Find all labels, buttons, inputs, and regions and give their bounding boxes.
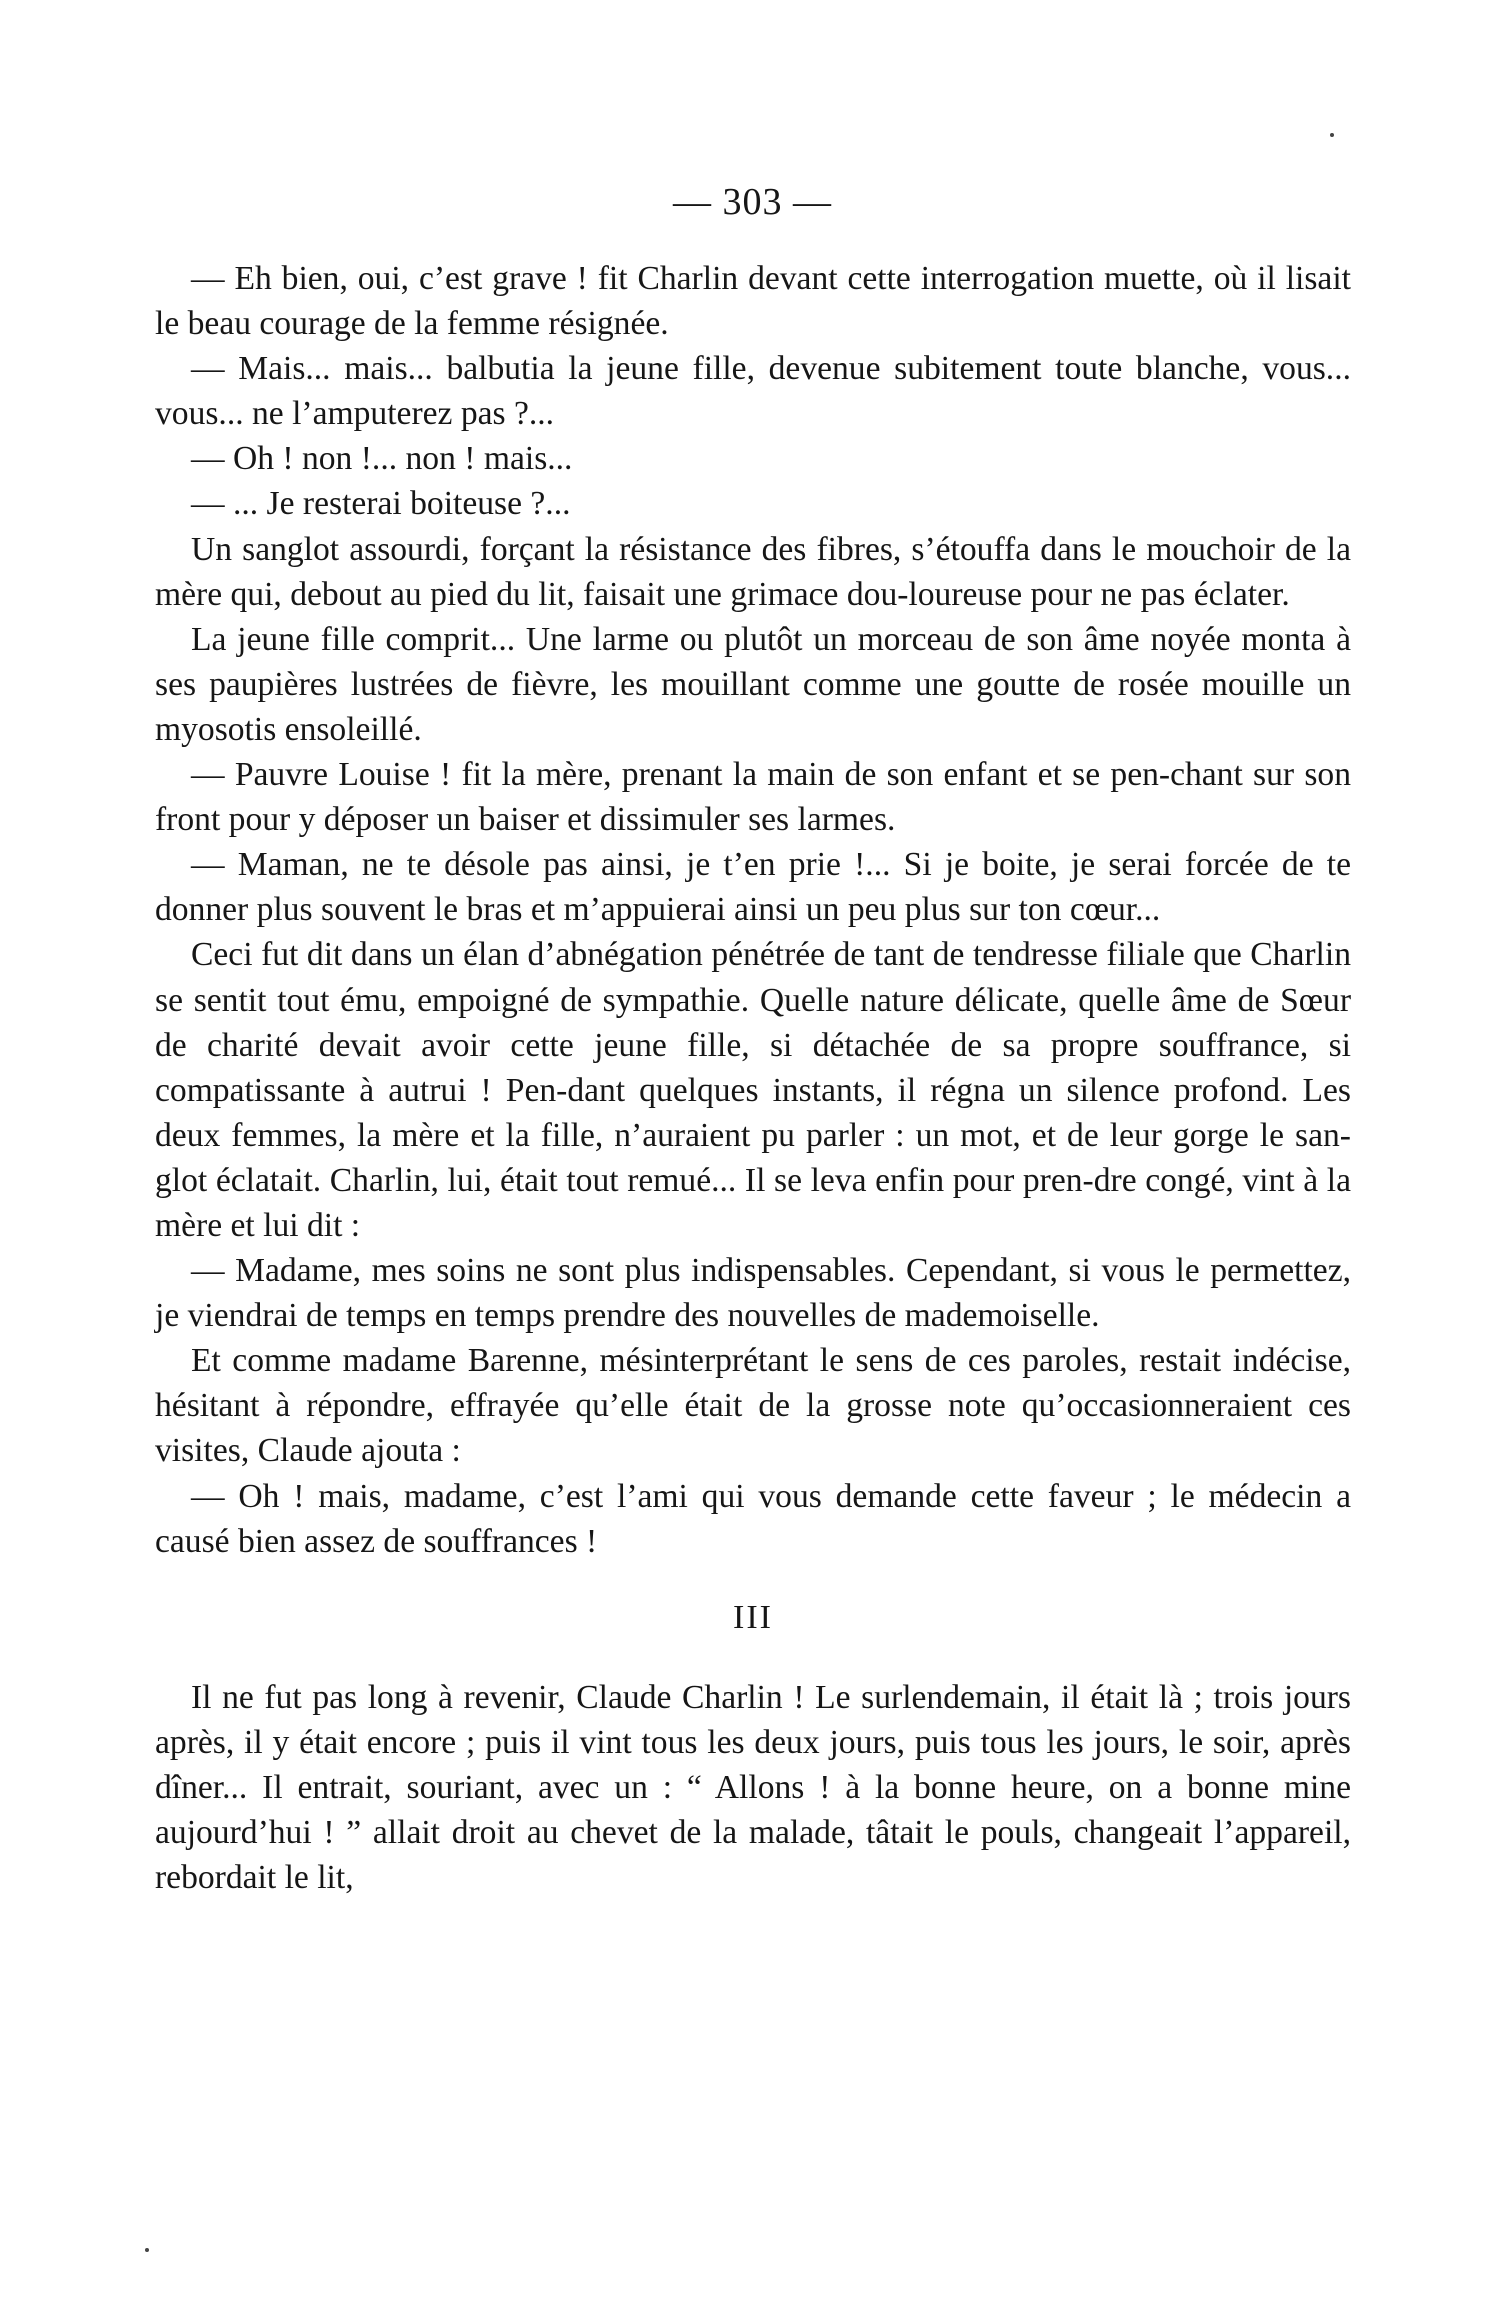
print-speck: [145, 2248, 149, 2252]
paragraph: Et comme madame Barenne, mésinterprétant le sens de ces paroles, restait indécise, hésitant à répondre, effrayée qu’elle était de la grosse note qu’occasionneraient ces visites, Claude ajouta :: [155, 1342, 1351, 1470]
paragraph: — Eh bien, oui, c’est grave ! fit Charlin devant cette interrogation muette, où il lisait le beau courage de la femme résignée.: [155, 260, 1351, 343]
paragraph: — Pauvre Louise ! fit la mère, prenant la main de son enfant et se pen-chant sur son front pour y déposer un baiser et dissimuler ses larmes.: [155, 756, 1351, 839]
body-text: [155, 256, 1351, 1900]
paragraph: Il ne fut pas long à revenir, Claude Charlin ! Le surlendemain, il était là ; trois jours après, il y était encore ; puis il vint tous les deux jours, puis tous les jours, le soir, après dîner... Il entrait, souriant, avec un : “ Allons ! à la bonne heure, on a bonne mine aujourd’hui ! ” allait droit au chevet de la malade, tâtait le pouls, changeait l’appareil, rebordait le lit,: [155, 1678, 1351, 1897]
paragraph: — Oh ! mais, madame, c’est l’ami qui vous demande cette faveur ; le médecin a causé bien assez de souffrances !: [155, 1477, 1351, 1560]
paragraph: — ... Je resterai boiteuse ?...: [191, 485, 571, 523]
paragraph: — Mais... mais... balbutia la jeune fille, devenue subitement toute blanche, vous... vous... ne l’amputerez pas ?...: [155, 350, 1351, 433]
print-speck: [1330, 133, 1334, 137]
paragraph: Ceci fut dit dans un élan d’abnégation pénétrée de tant de tendresse filiale que Charlin se sentit tout ému, empoigné de sympathie. Quelle nature délicate, quelle âme de Sœur de charité devait avoir cette jeune fille, si détachée de sa propre souffrance, si compatissante à autrui ! Pen-dant quelques instants, il régna un silence profond. Les deux femmes, la mère et la fille, n’auraient pu parler : un mot, et de leur gorge le san-glot éclatait. Charlin, lui, était tout remué... Il se leva enfin pour pren-dre congé, vint à la mère et lui dit :: [155, 936, 1351, 1244]
page-number: — 303 —: [673, 181, 832, 223]
paragraph: — Madame, mes soins ne sont plus indispensables. Cependant, si vous le permettez, je viendrai de temps en temps prendre des nouvelles de mademoiselle.: [155, 1252, 1351, 1335]
paragraph: — Maman, ne te désole pas ainsi, je t’en prie !... Si je boite, je serai forcée de te donner plus souvent le bras et m’appuierai ainsi un peu plus sur ton cœur...: [155, 846, 1351, 929]
paragraph: Un sanglot assourdi, forçant la résistance des fibres, s’étouffa dans le mouchoir de la mère qui, debout au pied du lit, faisait une grimace dou-loureuse pour ne pas éclater.: [155, 530, 1351, 613]
paragraph: — Oh ! non !... non ! mais...: [191, 440, 573, 478]
section-heading: III: [733, 1598, 773, 1636]
paragraph: La jeune fille comprit... Une larme ou plutôt un morceau de son âme noyée monta à ses paupières lustrées de fièvre, les mouillant comme une goutte de rosée mouille un myosotis ensoleillé.: [155, 620, 1351, 748]
